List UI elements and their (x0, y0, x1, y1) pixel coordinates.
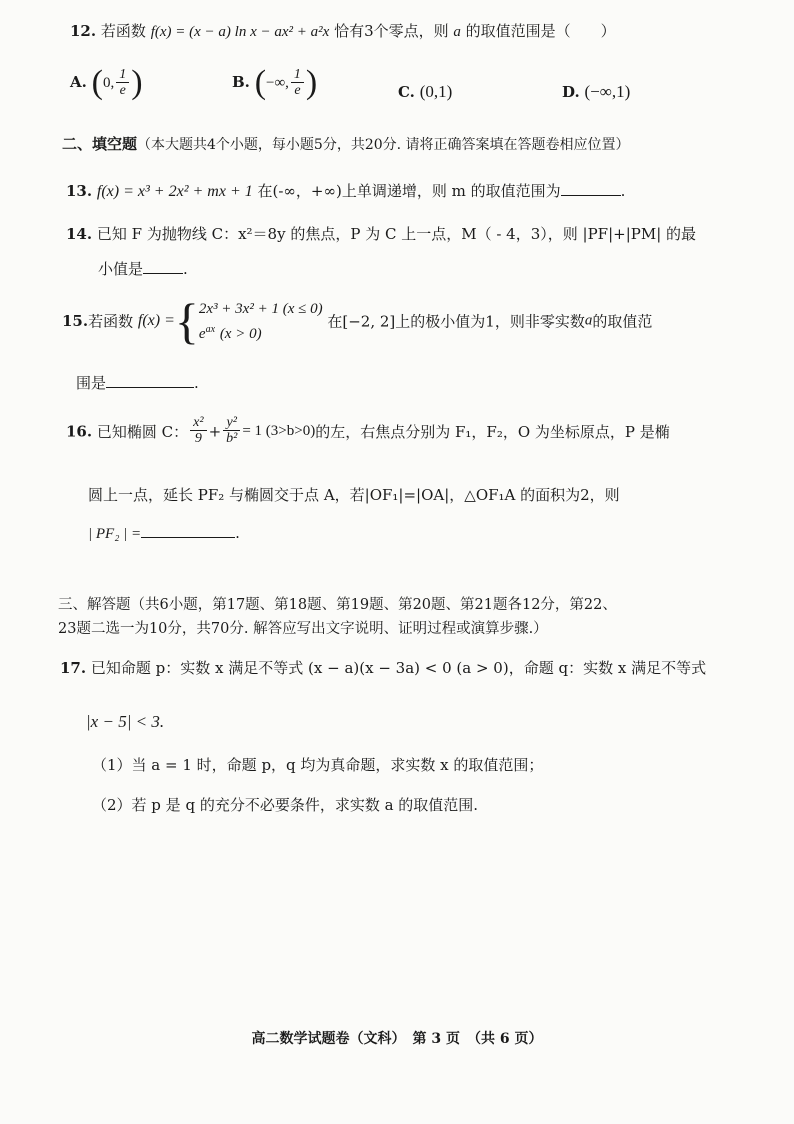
inequality: |x − 5| < 3. (86, 712, 165, 731)
option-d (562, 82, 630, 102)
question-16-line-3 (88, 524, 240, 543)
punctuation: . (235, 524, 240, 542)
fraction-numerator: y² (223, 415, 240, 431)
question-text: 已知椭圆 C： (96, 422, 189, 441)
section-description: 23题二选一为10分，共70分. 解答应写出文字说明、证明过程或演算步骤.） (58, 621, 548, 637)
option-label: C. (398, 83, 415, 101)
question-17-part-2 (92, 794, 478, 815)
function-expression: f(x) = (137, 312, 175, 329)
punctuation: . (620, 182, 626, 200)
question-15-line-2 (76, 372, 199, 393)
question-text: 围是 (76, 374, 107, 392)
question-number: 13. (66, 182, 93, 200)
question-14-line-2 (98, 258, 188, 279)
question-number: 15. (62, 312, 89, 330)
answer-blank[interactable] (106, 387, 194, 388)
question-text: 圆上一点，延长 PF₂ 与椭圆交于点 A，若|OF₁|=|OA|，△OF₁A 的面积为2，则 (88, 486, 620, 504)
option-label: B. (232, 73, 250, 91)
question-17-part-1 (92, 754, 543, 775)
option-label: D. (562, 83, 580, 101)
question-15: 15.若函数 f(x) ={ 2x³ + 3x² + 1 (x ≤ 0) $e^{ax}$ (x > 0) 在[−2, 2]上的极小值为1，则非零实数a的取值范 (62, 293, 653, 349)
question-text: 的取值范围是（ ） (465, 22, 616, 40)
fraction-denominator: e (294, 83, 301, 99)
question-text: 的取值范 (592, 312, 653, 331)
fraction-denominator: 9 (194, 431, 202, 447)
case-2: $e^{ax}$ (x > 0) (198, 323, 262, 342)
sub-question: （1）当 a = 1 时，命题 p，q 均为真命题，求实数 x 的取值范围； (92, 756, 544, 774)
question-text: 小值是 (98, 260, 144, 278)
question-text: 已知 F 为抛物线 C：x²＝8y 的焦点，P 为 C 上一点，M（ - 4，3），则 |PF|+|PM| 的最 (96, 225, 697, 243)
question-text: 若函数 (88, 312, 134, 331)
question-text: 的左，右焦点分别为 F₁，F₂，O 为坐标原点，P 是椭 (315, 422, 670, 441)
fraction-numerator: 1 (116, 67, 129, 83)
question-16-line-2 (88, 484, 620, 505)
option-value: (−∞,1) (584, 82, 631, 101)
punctuation: . (194, 374, 199, 392)
option-value: 0, (102, 75, 115, 91)
question-text: 在(-∞，+∞)上单调递增，则 m 的取值范围为 (257, 182, 561, 200)
question-text: | PF₂ | = (88, 526, 142, 542)
question-17 (60, 657, 706, 678)
option-c (398, 82, 452, 102)
option-b: B. (−∞, $\frac{1}{e}$ ) (232, 64, 318, 101)
fraction-denominator: b² (226, 431, 238, 447)
question-number: 14. (66, 225, 93, 243)
punctuation: . (183, 260, 188, 278)
answer-blank[interactable] (143, 273, 183, 274)
question-number: 12. (70, 22, 97, 40)
question-number: 17. (60, 659, 87, 677)
option-a: A. (0, $\frac{1}{e}$ ) (70, 64, 143, 101)
question-text: 若函数 (100, 22, 146, 40)
fraction-numerator: x² (190, 415, 206, 431)
option-label: A. (70, 73, 87, 91)
variable: a (453, 24, 461, 40)
section-description: （本大题共4个小题，每小题5分，共20分. 请将正确答案填在答题卷相应位置） (137, 137, 630, 153)
variable: a (584, 312, 593, 329)
fraction-denominator: e (119, 83, 126, 99)
question-12 (70, 20, 616, 41)
function-expression: f(x) = x³ + 2x² + mx + 1 (96, 183, 253, 200)
question-17-condition (86, 712, 164, 732)
answer-blank[interactable] (141, 537, 235, 538)
option-value: −∞, (266, 75, 289, 91)
section-title: 三、解答题（共6小题，第17题、第18题、第19题、第20题、第21题各12分，第22、 (58, 597, 617, 613)
section-title: 二、填空题 (62, 135, 138, 153)
question-14 (66, 223, 696, 244)
equation: = 1 (3>b>0) (242, 422, 316, 439)
question-16: 16. 已知椭圆 C： $\frac{\text{x²}}{9}$ + $\frac{\text{y²}}{\text{b²}}$ = 1 (3>b>0)的左，右焦点分别为 F₁，F₂，O 为坐标原点，P 是椭 (66, 415, 670, 447)
section-2-header (62, 133, 630, 154)
function-expression: f(x) = (x − a) ln x − ax² + a²x (150, 24, 330, 40)
case-1: 2x³ + 3x² + 1 (x ≤ 0) (198, 300, 323, 317)
question-13 (66, 180, 625, 201)
sub-question: （2）若 p 是 q 的充分不必要条件，求实数 a 的取值范围. (92, 796, 479, 814)
page-footer: 高二数学试题卷（文科） 第 3 页 （共 6 页） (251, 1031, 543, 1047)
section-3-header-line-2 (58, 617, 548, 638)
answer-blank[interactable] (561, 195, 621, 196)
question-text: 恰有3个零点，则 (334, 22, 449, 40)
option-value: (0,1) (419, 82, 453, 101)
question-text: 已知命题 p：实数 x 满足不等式 (x − a)(x − 3a) < 0 (a > 0)，命题 q：实数 x 满足不等式 (90, 659, 707, 677)
section-3-header (58, 593, 617, 614)
fraction-numerator: 1 (291, 67, 304, 83)
question-number: 16. (66, 422, 93, 441)
question-text: 在[−2, 2]上的极小值为1，则非零实数 (327, 312, 585, 331)
piecewise-cases (199, 297, 323, 346)
